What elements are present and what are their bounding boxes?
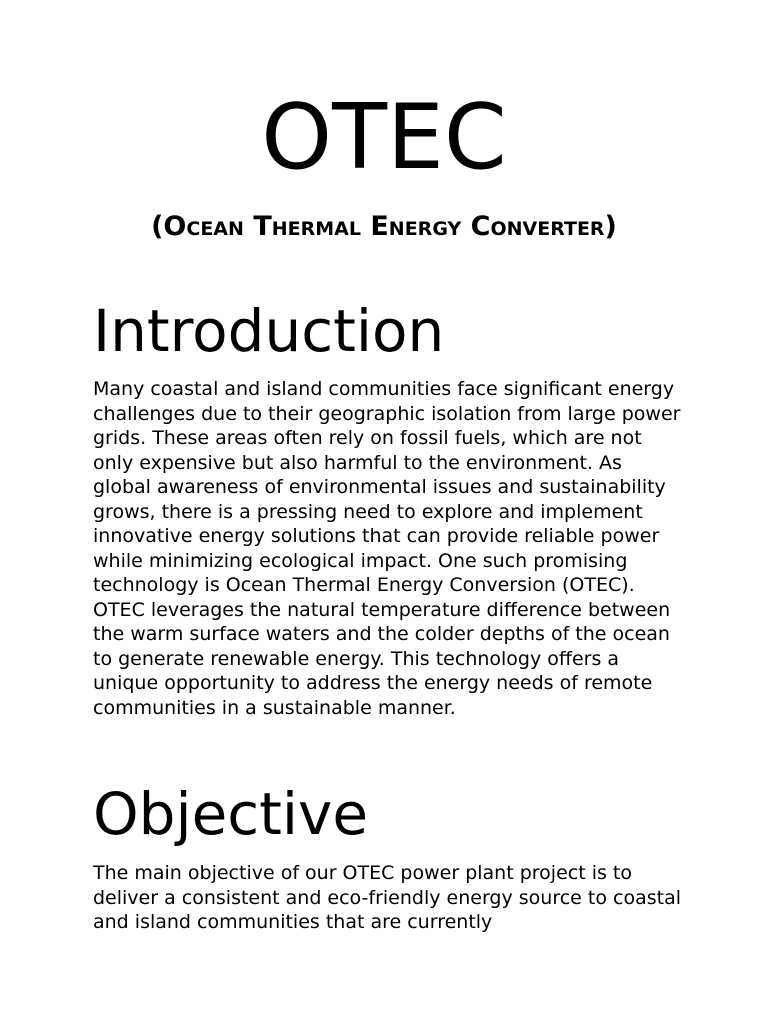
objective-heading: Objective <box>93 780 369 848</box>
document-title: OTEC <box>261 85 507 190</box>
document-subtitle: (Ocean Thermal Energy Converter) <box>151 211 617 242</box>
introduction-paragraph: Many coastal and island communities face significant energy challenges due to their geographic isolation from large power grids. These areas often rely on fossil fuels, which are not only expensive but also harmful to the environment. As global awareness of environmental issues and sustainability grows, there is a pressing need to explore and implement innovative energy solutions that can provide reliable power while minimizing ecological impact. One such promising technology is Ocean Thermal Energy Conversion (OTEC). OTEC leverages the natural temperature difference between the warm surface waters and the colder depths of the ocean to generate renewable energy. This technology offers a unique opportunity to address the energy needs of remote communities in a sustainable manner. <box>93 378 681 719</box>
objective-paragraph: The main objective of our OTEC power plant project is to deliver a consistent and eco-friendly energy source to coastal and island communities that are currently <box>93 862 681 933</box>
introduction-heading: Introduction <box>93 297 445 365</box>
